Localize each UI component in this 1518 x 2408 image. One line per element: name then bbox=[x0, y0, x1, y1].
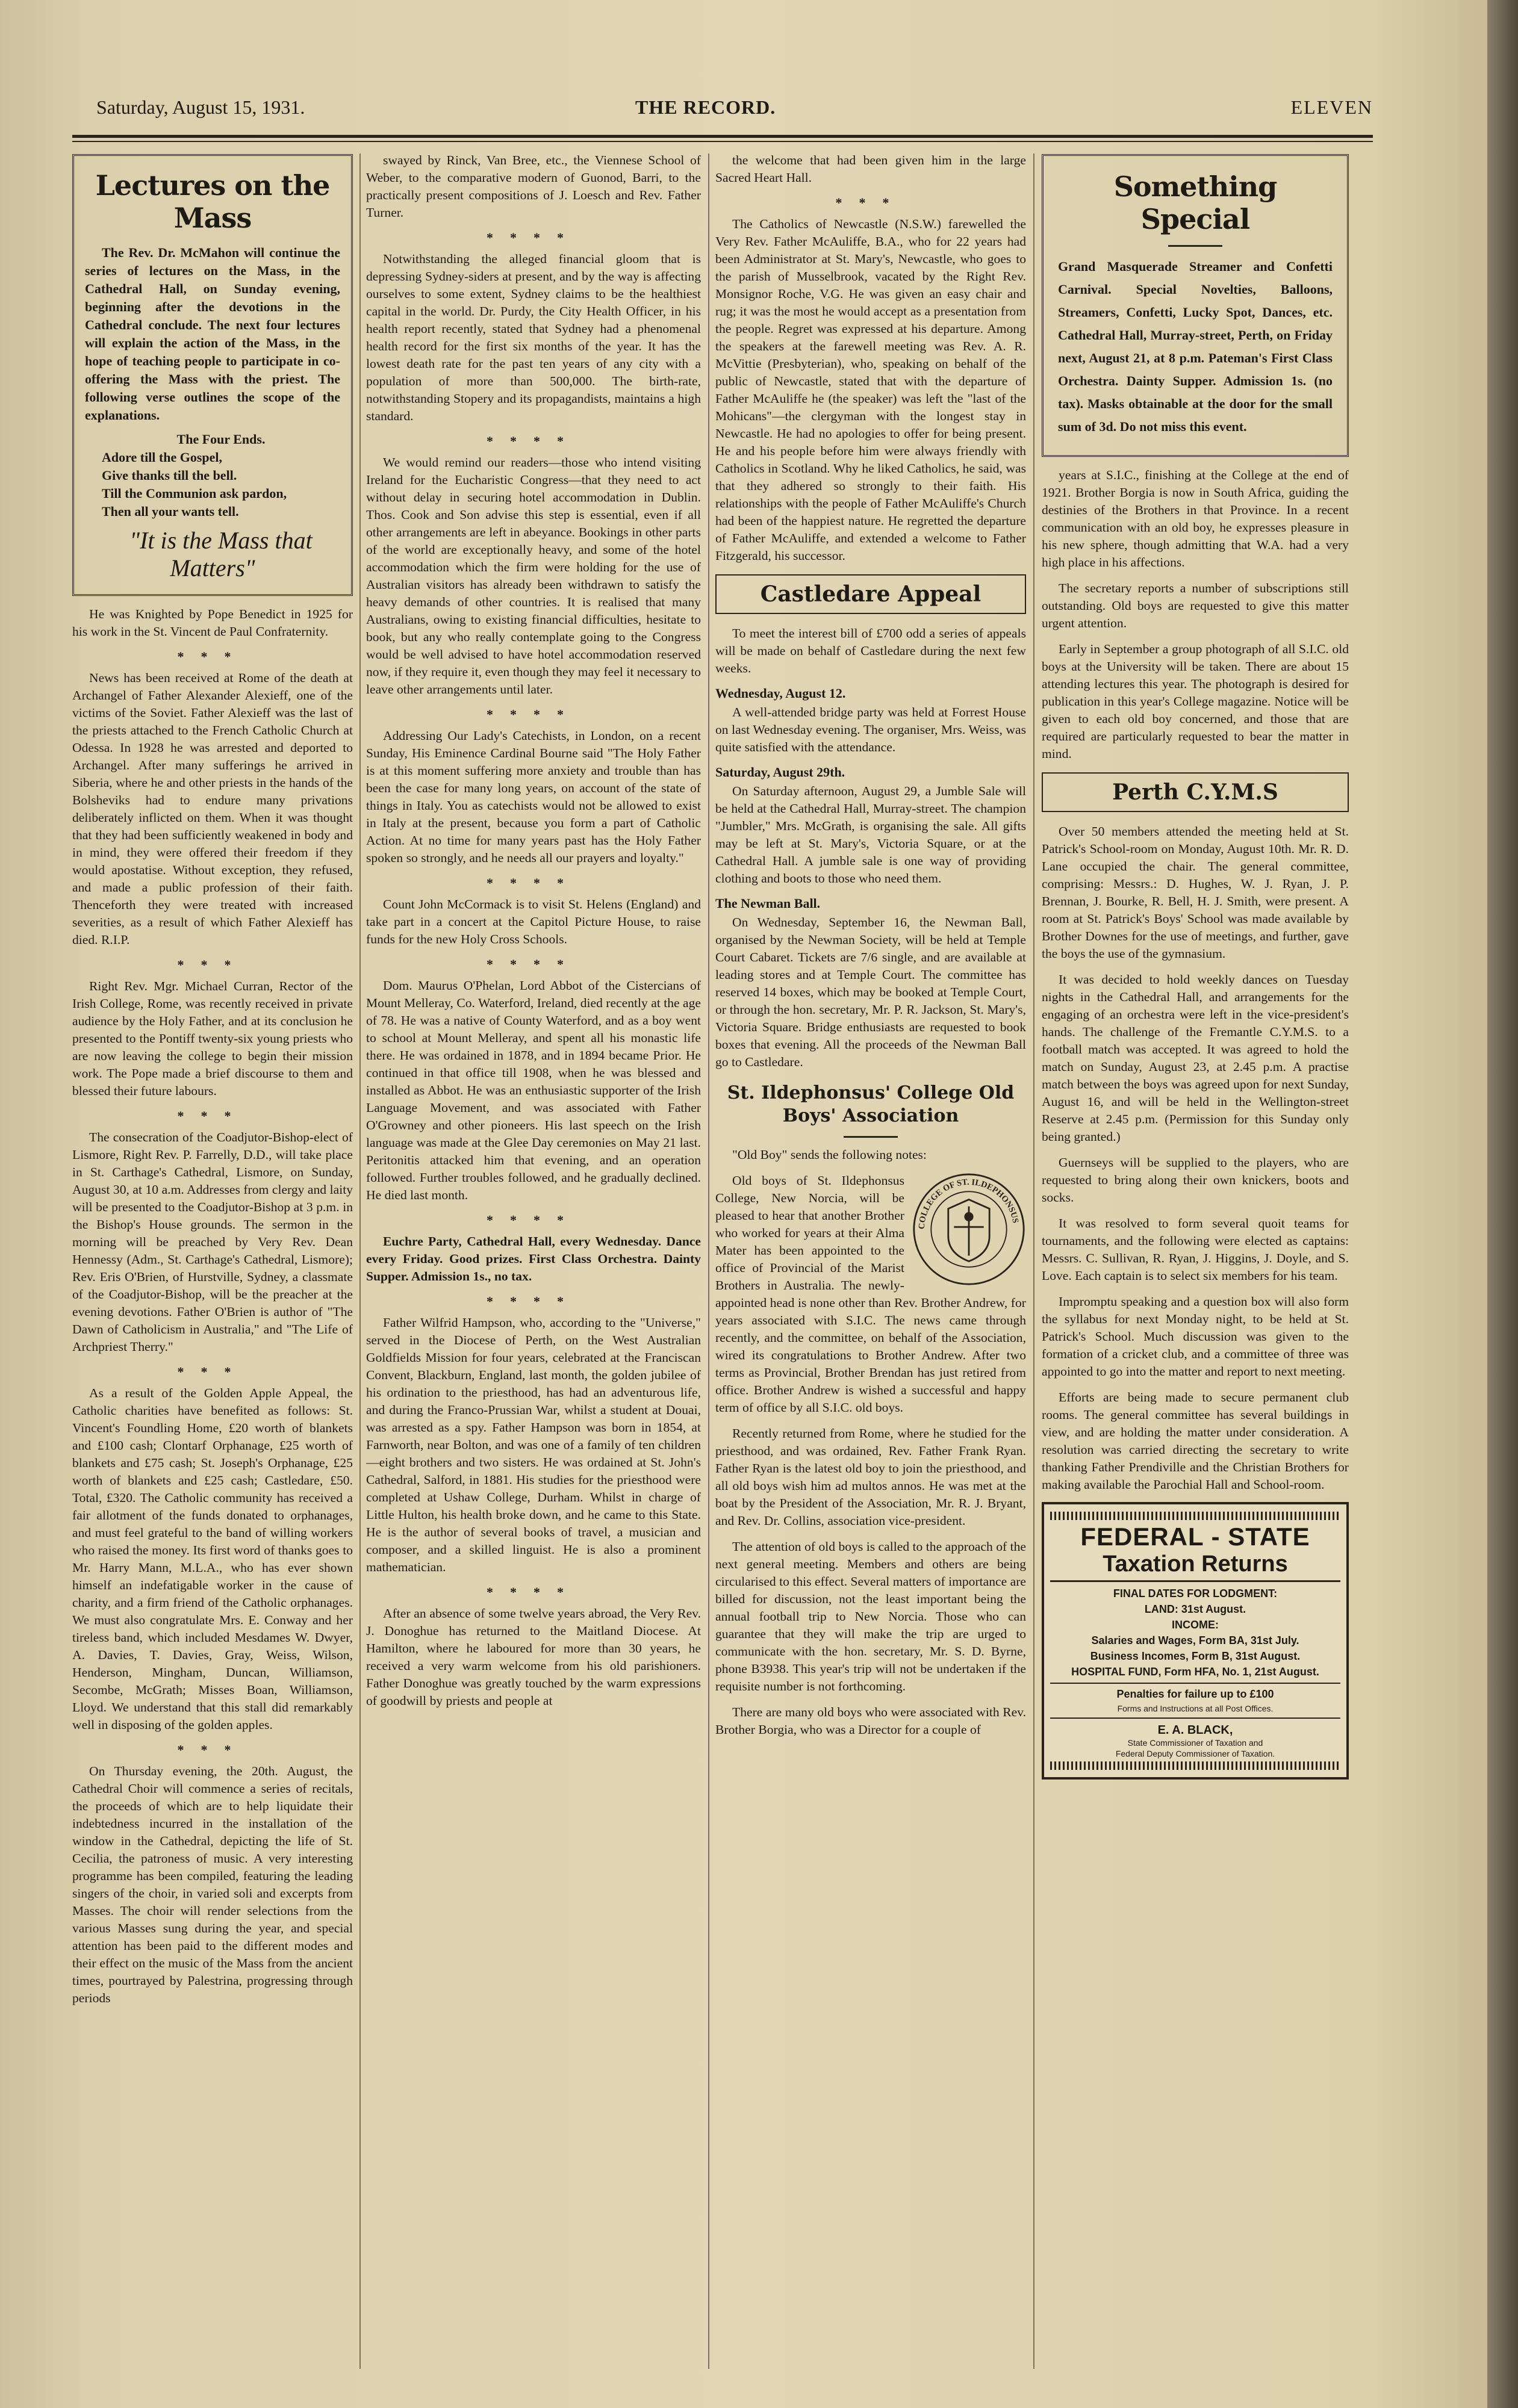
separator-stars: *** bbox=[177, 957, 248, 972]
article-paragraph: Father Wilfrid Hampson, who, according to the "Universe," served in the Diocese of Perth, on the West Australian Goldfields Mission for four years, celebrated at the Franciscan Convent, Blackburn, England, last month, the golden jubilee of his ordination to the priesthood, has had an adventurous life, and during the Franco-Prussian War, whilst a student at Douai, was arrested as a spy. Father Hampson was born in 1854, at Farnworth, near Bolton, and was one of a family of ten children—eight brothers and two sisters. He was ordained at St. John's Cathedral, Salford, in 1881. His studies for the priesthood were completed at Ushaw College, Durham. Whilst in charge of Little Hulton, his health broke down, and he came to this State. He is the author of several books of travel, a musician and composer, and a skilled linguist. He is also a prominent mathematician. bbox=[366, 1315, 701, 1574]
lectures-tagline: "It is the Mass that Matters" bbox=[129, 527, 313, 582]
castledare-title: Castledare Appeal bbox=[760, 582, 981, 607]
article-paragraph: There are many old boys who were associated with Rev. Brother Borgia, who was a Director for a couple of bbox=[715, 1705, 1026, 1737]
separator-stars: *** bbox=[177, 1364, 248, 1379]
separator-stars: **** bbox=[487, 957, 580, 972]
separator-stars: **** bbox=[487, 875, 580, 890]
column-divider bbox=[1033, 154, 1034, 2369]
ad-line: Forms and Instructions at all Post Offices. bbox=[1117, 1704, 1274, 1713]
page-number: ELEVEN bbox=[1290, 96, 1373, 118]
separator-stars: **** bbox=[487, 433, 580, 448]
article-paragraph: The secretary reports a number of subscriptions still outstanding. Old boys are requested to give this matter urgent attention. bbox=[1042, 581, 1349, 630]
article-paragraph: Guernseys will be supplied to the players, who are requested to bring along their own knickers, boots and socks. bbox=[1042, 1155, 1349, 1205]
separator-stars: *** bbox=[177, 1108, 248, 1123]
separator-stars: **** bbox=[487, 1294, 580, 1309]
article-paragraph: Count John McCormack is to visit St. Helens (England) and take part in a concert at the Capitol Picture House, to raise funds for the new Holy Cross Schools. bbox=[366, 897, 701, 946]
article-paragraph: On Saturday afternoon, August 29, a Jumble Sale will be held at the Cathedral Hall, Murray-street. The champion "Jumbler," Mrs. McGrath, is organising the sale. All gifts may be left at St. Mary's, Victoria Square, or at the Cathedral Hall. A jumble sale is one way of providing clothing and boots to those who need them. bbox=[715, 784, 1026, 886]
lectures-box bbox=[72, 154, 353, 596]
subheading: Saturday, August 29th. bbox=[715, 765, 845, 780]
article-paragraph: Impromptu speaking and a question box will also form the syllabus for next Monday night, to be held at St. Patrick's School. Much discussion was given to the formation of a cricket club, and a committee of three was appointed to go into the matter and report to next meeting. bbox=[1042, 1294, 1349, 1379]
column-3 bbox=[715, 152, 1026, 2384]
separator-stars: **** bbox=[487, 1584, 580, 1600]
verse-line: Then all your wants tell. bbox=[102, 504, 239, 519]
separator-stars: **** bbox=[487, 1212, 580, 1227]
article-paragraph: Old boys of St. Ildephonsus College, New Norcia, will be pleased to hear that another Brother who worked for years at their Alma Mater has been appointed to the office of Provincial of the Marist Brothers in Australia. The newly-appointed head is none other than Rev. Brother Andrew, for years associated with S.I.C. The news came through recently, and the committee, on behalf of the Association, wired its congratulations to Brother Andrew. After two terms as Provincial, Brother Brendan has just retired from office. Brother Andrew is wished a successful and happy term of office by all S.I.C. old boys. bbox=[715, 1173, 1026, 1415]
article-paragraph: Efforts are being made to secure permanent club rooms. The general committee has several buildings in view, and are holding the matter under consideration. A resolution was carried directing the secretary to write thanking Father Prendiville and the Christian Brothers for making available the Parochial Hall and School-room. bbox=[1042, 1390, 1349, 1492]
article-paragraph: "Old Boy" sends the following notes: bbox=[732, 1147, 927, 1162]
verse-line: Till the Communion ask pardon, bbox=[102, 486, 287, 501]
ad-line: HOSPITAL FUND, Form HFA, No. 1, 21st August. bbox=[1071, 1666, 1319, 1678]
article-paragraph: The attention of old boys is called to the approach of the next general meeting. Members and others are being circularised to this effect. Several matters of importance are billed for discussion, not the least important being the annual football trip to New Norcia. Those who can guarantee that they will make the trip are urged to communicate with the hon. secretary, Mr. S. D. Byrne, phone B3938. This year's trip will not be undertaken if the requisite number is not forthcoming. bbox=[715, 1539, 1026, 1693]
separator-stars: **** bbox=[487, 230, 580, 245]
article-paragraph: years at S.I.C., finishing at the College at the end of 1921. Brother Borgia is now in South Africa, guiding the destinies of the Brothers in that Province. In a recent communication with an old boy, he expresses pleasure in his new sphere, though admitting that W.A. had a very high place in his affections. bbox=[1042, 468, 1349, 569]
euchre-notice: Euchre Party, Cathedral Hall, every Wednesday. Dance every Friday. Good prizes. First Class Orchestra. Dainty Supper. Admission 1s., no tax. bbox=[366, 1234, 701, 1283]
ad-line: LAND: 31st August. bbox=[1144, 1603, 1246, 1615]
article-paragraph: Early in September a group photograph of all S.I.C. old boys at the University will be taken. There are about 15 attending lectures this year. The photograph is desired for publication in this year's College magazine. Notice will be given to each old boy concerned, and those that are required are particularly requested to bear the matter in mind. bbox=[1042, 642, 1349, 761]
subheading: The Newman Ball. bbox=[715, 896, 821, 911]
ad-border bbox=[1050, 1512, 1340, 1520]
newspaper-title: THE RECORD. bbox=[635, 96, 776, 118]
column-divider bbox=[359, 154, 361, 2369]
article-paragraph: Addressing Our Lady's Catechists, in London, on a recent Sunday, His Eminence Cardinal Bourne said "The Holy Father is at this moment suffering more anxiety and trouble than has been the case for many long years, on account of the state of things in Italy. You as catechists would not be allowed to exist in Italy at the present, because you form a part of Catholic Action. At no time for many years past has the Holy Father spoken so strongly, and he needs all our prayers and loyalty." bbox=[366, 728, 701, 865]
college-seal-image bbox=[912, 1172, 1026, 1286]
article-paragraph: Dom. Maurus O'Phelan, Lord Abbot of the Cistercians of Mount Melleray, Co. Waterford, Ireland, died recently at the age of 78. He was a native of County Waterford, and as a boy went to school at Mount Melleray, and spent all his monastic life there. He was ordained in 1878, and in 1894 became Prior. He continued in that office till 1908, when he was blessed and installed as Abbot. He was an enthusiastic supporter of the Irish Language Movement, and was associated with Father O'Growney and other pioneers. His last speech on the Irish language was made at the Glee Day ceremonies on May 21 last. Peritonitis attacked him that evening, and an operation followed. Further troubles followed, and he gradually declined. He died last month. bbox=[366, 978, 701, 1202]
ad-divider bbox=[1050, 1683, 1340, 1684]
castledare-heading bbox=[715, 574, 1026, 614]
heading-rule bbox=[1168, 245, 1222, 247]
ad-office: State Commissioner of Taxation and bbox=[1127, 1738, 1263, 1748]
column-1 bbox=[72, 152, 353, 2384]
article-paragraph: It was decided to hold weekly dances on Tuesday nights in the Cathedral Hall, and arrangements for the engaging of an orchestra were left in the vice-president's hands. The challenge of the Fremantle C.Y.M.S. to a football match was accepted. It was agreed to hold the match on Sunday, August 23, at 2.45 p.m. A practise match between the boys was agreed upon for next Sunday, August 16, and will be held in the Wellington-street Reserve at 2.45 p.m. (Permission for this Sunday only being granted.) bbox=[1042, 972, 1349, 1144]
separator-stars: *** bbox=[835, 195, 906, 210]
article-paragraph: He was Knighted by Pope Benedict in 1925 for his work in the St. Vincent de Paul Confraternity. bbox=[72, 607, 353, 639]
article-paragraph: Recently returned from Rome, where he studied for the priesthood, and was ordained, Rev. Father Frank Ryan. Father Ryan is the latest old boy to join the priesthood, and all old boys wish him ad multos annos. He was met at the boat by the President of the Association, Mr. R. J. Bryant, and Rev. Dr. Collins, association vice-president. bbox=[715, 1426, 1026, 1528]
cyms-title: Perth C.Y.M.S bbox=[1112, 780, 1278, 805]
issue-date: Saturday, August 15, 1931. bbox=[96, 96, 305, 118]
special-title: Something Special bbox=[1113, 170, 1277, 235]
article-paragraph: the welcome that had been given him in the large Sacred Heart Hall. bbox=[715, 153, 1026, 185]
subheading: Wednesday, August 12. bbox=[715, 686, 846, 701]
article-paragraph: To meet the interest bill of £700 odd a series of appeals will be made on behalf of Castledare during the next few weeks. bbox=[715, 626, 1026, 675]
page-binding-edge bbox=[1487, 0, 1518, 2408]
column-2 bbox=[366, 152, 701, 2384]
separator-stars: *** bbox=[177, 649, 248, 664]
article-paragraph: On Wednesday, September 16, the Newman Ball, organised by the Newman Society, will be held at Temple Court Cabaret. Tickets are 7/6 single, and are available at leading stores and at Temple Court. The committee has reserved 14 boxes, which may be booked at Temple Court, or through the hon. secretary, Mr. P. R. Jackson, St. Mary's, Victoria Square. Bridge enthusiasts are requested to book boxes that evening. All the proceeds of the Newman Ball go to Castledare. bbox=[715, 915, 1026, 1069]
article-paragraph: After an absence of some twelve years abroad, the Very Rev. J. Donoghue has returned to the Maitland Diocese. At Hamilton, where he laboured for more than 30 years, he received a very warm welcome from his old parishioners. Father Donoghue was greatly touched by the warm expressions of goodwill by priests and people at bbox=[366, 1606, 701, 1708]
cyms-heading bbox=[1042, 772, 1349, 812]
article-paragraph: Over 50 members attended the meeting held at St. Patrick's School-room on Monday, August 10th. Mr. R. D. Lane occupied the chair. The general committee, comprising: Messrs.: D. Hughes, W. J. Ryan, J. P. Brennan, J. Bourke, R. Bell, H. J. Smith, were present. A room at St. Patrick's Boys' School was made available by Brother Downes for the use of meetings, and further, gave the boys the use of the gymnasium. bbox=[1042, 824, 1349, 961]
ad-title: FEDERAL - STATE bbox=[1080, 1522, 1310, 1551]
article-paragraph: Notwithstanding the alleged financial gloom that is depressing Sydney-siders at present, and by the way is affecting ourselves to some extent, Sydney claims to be the healthiest capital in the world. Dr. Purdy, the City Health Officer, in his health report recently, stated that Sydney had a phenomenal health record for the first six months of the year. It has the lowest death rate for the past ten years of any city with a population of more than 500,000. The birth-rate, notwithstanding Stopery and its propagandists, maintains a high standard. bbox=[366, 252, 701, 423]
something-special-box bbox=[1042, 154, 1349, 457]
article-paragraph: A well-attended bridge party was held at Forrest House on last Wednesday evening. The organiser, Mrs. Weiss, was quite satisfied with the attendance. bbox=[715, 705, 1026, 754]
seal-lettering: COLLEGE OF ST. ILDEPHONSUS bbox=[916, 1177, 1021, 1230]
article-paragraph: swayed by Rinck, Van Bree, etc., the Viennese School of Weber, to the comparative modern of Guonod, Barri, to the practically present compositions of J. Loesch and Rev. Father Turner. bbox=[366, 153, 701, 220]
article-paragraph: News has been received at Rome of the death at Archangel of Father Alexander Alexieff, one of the victims of the Soviet. Father Alexieff was the last of the priests attached to the French Catholic Church at Odessa. In 1928 he was arrested and deported to Archangel. After many sufferings he arrived in Siberia, where he and other priests in the hands of the Bolsheviks had to endure many privations deliberately inflicted on them. When it was thought that they had been sufficiently weakened in body and in mind, they were offered their freedom if they would apostatise. Without exception, they refused, and made a public profession of their faith. Thenceforth they were treated with increased severities, as a result of which Father Alexieff has died. R.I.P. bbox=[72, 671, 353, 947]
header-rule bbox=[72, 135, 1373, 138]
ad-line: Penalties for failure up to £100 bbox=[1116, 1688, 1274, 1700]
column-divider bbox=[708, 154, 709, 2369]
ad-line: Salaries and Wages, Form BA, 31st July. bbox=[1091, 1634, 1299, 1646]
article-paragraph: As a result of the Golden Apple Appeal, the Catholic charities have benefited as follows: St. Vincent's Foundling Home, £20 worth of blankets and £100 cash; Clontarf Orphanage, £25 worth of blankets and £75 cash; St. Joseph's Orphanage, £25 worth of blankets and £25 cash; Castledare, £50. Total, £320. The Catholic community has received a fair allotment of the funds donated to orphanages, and must feel grateful to the band of willing workers who raised the money. Its first word of thanks goes to Mr. Harry Mann, M.L.A., who has ever shown himself an indefatigable worker in the cause of charity, and a firm friend of the Catholic orphanages. We must also congratulate Mrs. E. Conway and her tireless band, which included Mesdames W. Dwyer, A. Davies, T. Davies, Gray, Weiss, Wilson, Henderson, Mingham, Duncan, Williamson, Secombe, McGrath; Misses Boan, Williamson, Lloyd. We understand that this stall did remarkably well in disposing of the golden apples. bbox=[72, 1386, 353, 1732]
ad-subtitle: Taxation Returns bbox=[1050, 1551, 1340, 1582]
masthead bbox=[96, 96, 1373, 126]
article-paragraph: We would remind our readers—those who intend visiting Ireland for the Eucharistic Congress—that they need to act without delay in securing hotel accommodation in Dublin. Thos. Cook and Son advise this step is essential, even if all other arrangements are left in abeyance. Bookings in other parts of the world are exceptionally heavy, and some of the hotel accommodation which the firm were holding for the use of Australian visitors has already been withdrawn to satisfy the heavy demands of other countries. It is realised that many Australians, owing to existing financial difficulties, hesitate to book, but any who really contemplate going to the Congress would be well advised to have hotel accommodation reserved now, if they require it, even though they may feel it necessary to leave other arrangements until later. bbox=[366, 455, 701, 697]
article-paragraph: The Catholics of Newcastle (N.S.W.) farewelled the Very Rev. Father McAuliffe, B.A., who for 22 years had been Administrator at St. Mary's, Newcastle, who goes to the parish of Musselbrook, vacated by the Right Rev. Monsignor Roche, V.G. He was given an easy chair and rug; it was the most he would accept as a presentation from the people. Regret was expressed at his departure. Among the speakers at the farewell meeting was Rev. A. R. McVittie (Presbyterian), who, speaking on behalf of the public of Newcastle, stated that with the departure of Father McAuliffe he (the speaker) was left the "last of the Mohicans"—the clergyman with the longest stay in Newcastle. He had no apologies to offer for being present. He and his people before him were always friendly with Catholics in Scotland. Why he liked Catholics, he said, was that they adhered so strongly to their faith. His relationships with the people of Father McAuliffe's Church had been of the happiest nature. He regretted the departure of Father McAuliffe, and extended a welcome to Father Fitzgerald, his successor. bbox=[715, 217, 1026, 563]
header-rule-thin bbox=[72, 141, 1373, 142]
ad-signatory: E. A. BLACK, bbox=[1157, 1724, 1233, 1737]
separator-stars: *** bbox=[177, 1742, 248, 1757]
ildephonsus-title: St. Ildephonsus' College Old Boys' Association bbox=[727, 1082, 1015, 1126]
ad-line: Business Incomes, Form B, 31st August. bbox=[1090, 1650, 1301, 1662]
ad-line: FINAL DATES FOR LODGMENT: bbox=[1113, 1587, 1278, 1600]
article-paragraph: Right Rev. Mgr. Michael Curran, Rector of the Irish College, Rome, was recently received in private audience by the Holy Father, and at its conclusion he presented to the Pontiff twenty-six young priests who are now leaving the college to begin their mission work. The Pope made a brief discourse to them and blessed their future labours. bbox=[72, 979, 353, 1098]
ad-border bbox=[1050, 1761, 1340, 1770]
article-paragraph: On Thursday evening, the 20th. August, the Cathedral Choir will commence a series of recitals, the proceeds of which are to help liquidate their indebtedness incurred in the installation of the window in the Cathedral, depicting the life of St. Cecilia, the patroness of music. A very interesting programme has been compiled, featuring the leading singers of the choir, in varied soli and excerpts from Masses. The choir will render selections from the various Masses sung during the year, and special attention has been paid to the different modes and their effect on the music of the Mass from the ancient times, pourtrayed by Palestrina, progressing through periods bbox=[72, 1764, 353, 2005]
column-4 bbox=[1042, 152, 1349, 2384]
taxation-advertisement bbox=[1042, 1502, 1349, 1780]
lectures-title: Lectures on the Mass bbox=[95, 169, 330, 234]
heading-rule bbox=[844, 1136, 898, 1138]
lectures-intro: The Rev. Dr. McMahon will continue the series of lectures on the Mass, in the Cathedral Hall, on Sunday evening, beginning after the devotions in the Cathedral conclude. The next four lectures will explain the action of the Mass, in the hope of teaching people to participate in co-offering the Mass with the priest. The following verse outlines the scope of the explanations. bbox=[85, 245, 340, 423]
article-paragraph: It was resolved to form several quoit teams for tournaments, and the following were elected as captains: Messrs. C. Sullivan, R. Ryan, J. Higgins, J. Doyle, and S. Love. Each captain is to select six members for his team. bbox=[1042, 1216, 1349, 1283]
special-body: Grand Masquerade Streamer and Confetti Carnival. Special Novelties, Balloons, Streamers, Confetti, Lucky Spot, Dances, etc. Cathedral Hall, Murray-street, Perth, on Friday next, August 21, at 8 p.m. Pateman's First Class Orchestra. Dainty Supper. Admission 1s. (no tax). Masks obtainable at the door for the small sum of 3d. Do not miss this event. bbox=[1058, 259, 1333, 434]
ad-divider bbox=[1050, 1718, 1340, 1719]
ad-office: Federal Deputy Commissioner of Taxation. bbox=[1115, 1749, 1275, 1758]
article-paragraph: The consecration of the Coadjutor-Bishop-elect of Lismore, Right Rev. P. Farrelly, D.D., will take place in St. Carthage's Cathedral, Lismore, on Sunday, August 30, at 10 a.m. Addresses from clergy and laity will be presented to the Coadjutor-Bishop at 3 p.m. in the Bishop's House grounds. The sermon in the morning will be preached by Very Rev. Dean Hennessy (Adm., St. Carthage's Cathedral, Lismore); Rev. Eris O'Brien, of Hurstville, Sydney, a classmate of the Coadjutor-Bishop, will be the preacher at the evening devotions. Father O'Brien is author of "The Dawn of Catholicism in Australia," and "The Life of Archpriest Therry." bbox=[72, 1130, 353, 1354]
verse-line: Give thanks till the bell. bbox=[102, 468, 237, 483]
separator-stars: **** bbox=[487, 707, 580, 722]
verse-line: Adore till the Gospel, bbox=[102, 450, 223, 465]
verse-title: The Four Ends. bbox=[176, 432, 266, 447]
ad-line: INCOME: bbox=[1172, 1619, 1219, 1631]
